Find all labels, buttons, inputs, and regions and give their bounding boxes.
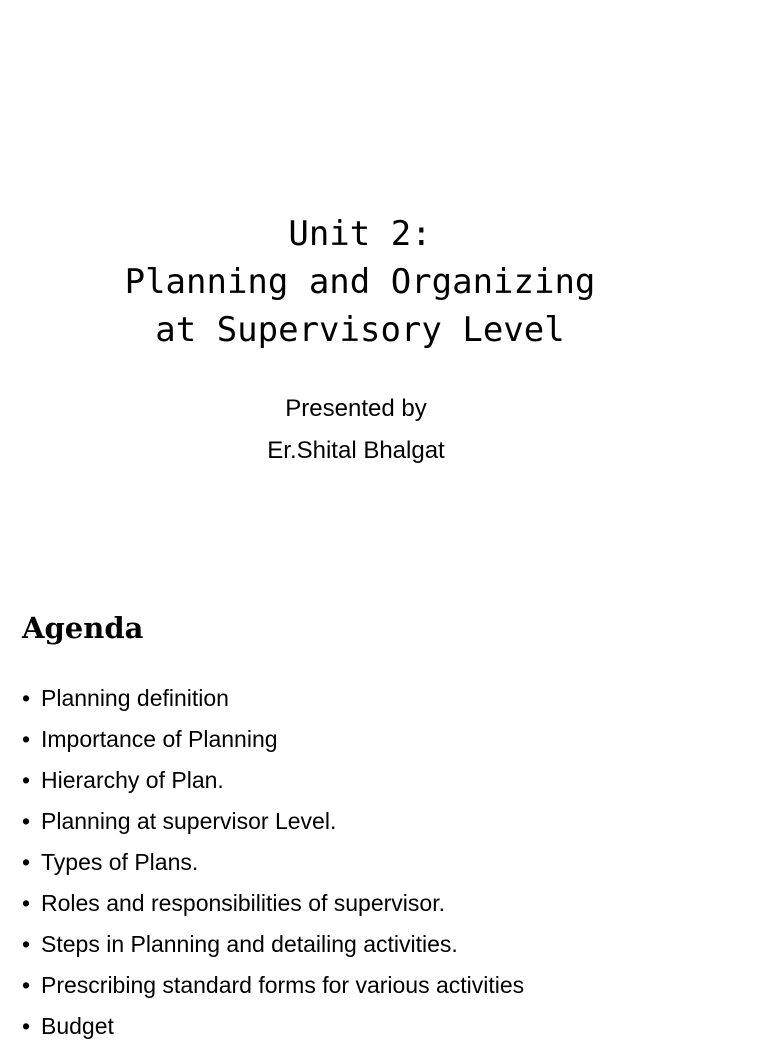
- title-line-topic: Planning and Organizing: [124, 262, 596, 302]
- bullet-icon: •: [22, 931, 31, 957]
- agenda-item: [22, 842, 524, 883]
- agenda-item-text: Planning definition: [41, 685, 229, 711]
- bullet-icon: •: [22, 972, 31, 998]
- agenda-item-text: Hierarchy of Plan.: [41, 767, 224, 793]
- slide-subtitle: [0, 388, 712, 472]
- presenter-name: Er.Shital Bhalgat: [267, 437, 445, 464]
- agenda-item-text: Roles and responsibilities of supervisor.: [41, 890, 445, 916]
- agenda-heading: Agenda: [22, 611, 144, 645]
- agenda-item: [22, 678, 524, 719]
- bullet-icon: •: [22, 726, 31, 752]
- bullet-icon: •: [22, 767, 31, 793]
- agenda-item-text: Planning at supervisor Level.: [41, 808, 337, 834]
- agenda-item-text: Types of Plans.: [41, 849, 199, 875]
- bullet-icon: •: [22, 890, 31, 916]
- bullet-icon: •: [22, 849, 31, 875]
- agenda-slide: [0, 570, 768, 1039]
- agenda-item: [22, 965, 524, 1006]
- agenda-item-text: Budget: [41, 1013, 114, 1039]
- agenda-item: [22, 1006, 524, 1047]
- slide-title: [0, 210, 720, 354]
- presented-by-label: Presented by: [285, 395, 427, 422]
- agenda-item: [22, 801, 524, 842]
- bullet-icon: •: [22, 1013, 31, 1039]
- agenda-item: [22, 924, 524, 965]
- title-line-level: at Supervisory Level: [155, 310, 565, 350]
- agenda-item: [22, 719, 524, 760]
- agenda-list: [22, 678, 524, 1047]
- agenda-item: [22, 883, 524, 924]
- agenda-item-text: Importance of Planning: [41, 726, 278, 752]
- agenda-item-text: Steps in Planning and detailing activities.: [41, 931, 458, 957]
- title-line-unit: Unit 2:: [288, 214, 432, 254]
- bullet-icon: •: [22, 685, 31, 711]
- bullet-icon: •: [22, 808, 31, 834]
- agenda-item: [22, 760, 524, 801]
- agenda-item-text: Prescribing standard forms for various activities: [41, 972, 525, 998]
